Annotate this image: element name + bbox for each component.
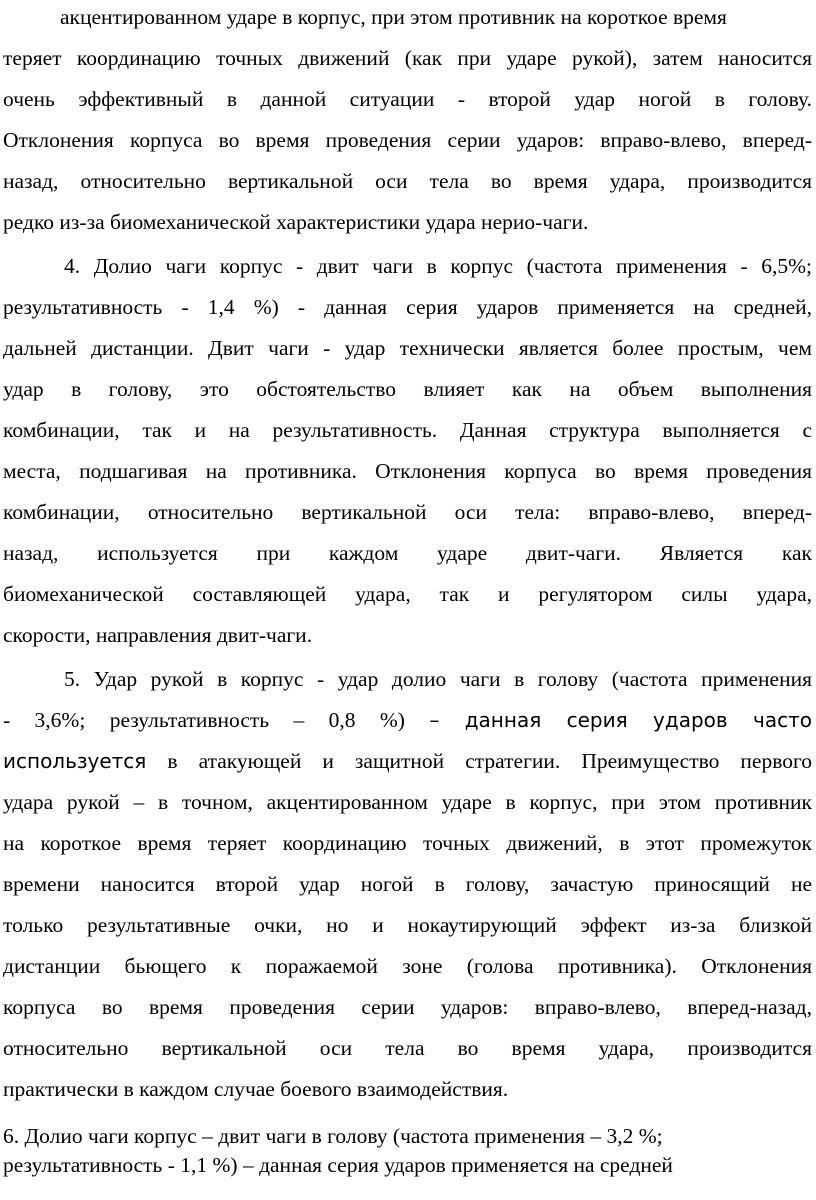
paragraph-5-first-line: 5. Удар рукой в корпус - удар долио чаги в голову (частота применения [64, 667, 812, 691]
text-line: назад, относительно вертикальной оси тела во время удара, производится [3, 169, 812, 193]
mixed-font-line [0, 705, 816, 735]
text-line: удар в голову, это обстоятельство влияет как на объем выполнения [3, 377, 812, 401]
text-line: редко из-за биомеханической характеристики удара нерио-чаги. [3, 210, 589, 234]
text-segment: - 3,6%; результативность – 0,8 %) [3, 708, 430, 732]
text-segment: в атакующей и защитной стратегии. Преимущество первого [146, 749, 812, 773]
text-line: теряет координацию точных движений (как при ударе рукой), затем наносится [3, 46, 812, 70]
text-line: Отклонения корпуса во время проведения серии ударов: вправо-влево, вперед- [3, 128, 812, 152]
paragraph-6-first-line: 6. Долио чаги корпус – двит чаги в голову (частота применения – 3,2 %; [3, 1124, 663, 1148]
text-line: назад, используется при каждом ударе двит-чаги. Является как [3, 541, 812, 565]
text-line: биомеханической составляющей удара, так и регулятором силы удара, [3, 582, 812, 606]
text-segment-sans: – данная серия ударов часто [429, 708, 812, 732]
text-line: относительно вертикальной оси тела во время удара, производится [3, 1036, 812, 1060]
text-line: корпуса во время проведения серии ударов: вправо-влево, вперед-назад, [3, 995, 812, 1019]
text-line: на короткое время теряет координацию точных движений, в этот промежуток [3, 831, 812, 855]
text-line: комбинации, так и на результативность. Данная структура выполняется с [3, 418, 812, 442]
text-line: акцентированном ударе в корпус, при этом противник на короткое время [60, 5, 727, 29]
text-line: комбинации, относительно вертикальной оси тела: вправо-влево, вперед- [3, 500, 812, 524]
text-line: только результативные очки, но и нокаутирующий эффект из-за близкой [3, 913, 812, 937]
mixed-font-line [0, 746, 816, 776]
text-line: практически в каждом случае боевого взаимодействия. [3, 1077, 509, 1101]
text-line: удара рукой – в точном, акцентированном ударе в корпус, при этом противник [3, 790, 812, 814]
text-line: скорости, направления двит-чаги. [3, 623, 313, 647]
text-line: дальней дистанции. Двит чаги - удар технически является более простым, чем [3, 336, 812, 360]
text-line: результативность - 1,1 %) – данная серия ударов применяется на средней [3, 1153, 673, 1177]
text-line: очень эффективный в данной ситуации - второй удар ногой в голову. [3, 87, 812, 111]
text-line: результативность - 1,4 %) - данная серия ударов применяется на средней, [3, 295, 812, 319]
paragraph-4-first-line: 4. Долио чаги корпус - двит чаги в корпус (частота применения - 6,5%; [64, 254, 812, 278]
text-line: времени наносится второй удар ногой в голову, зачастую приносящий не [3, 872, 812, 896]
text-line: места, подшагивая на противника. Отклонения корпуса во время проведения [3, 459, 812, 483]
text-line: дистанции бьющего к поражаемой зоне (голова противника). Отклонения [3, 954, 812, 978]
text-segment-sans: используется [3, 749, 147, 773]
